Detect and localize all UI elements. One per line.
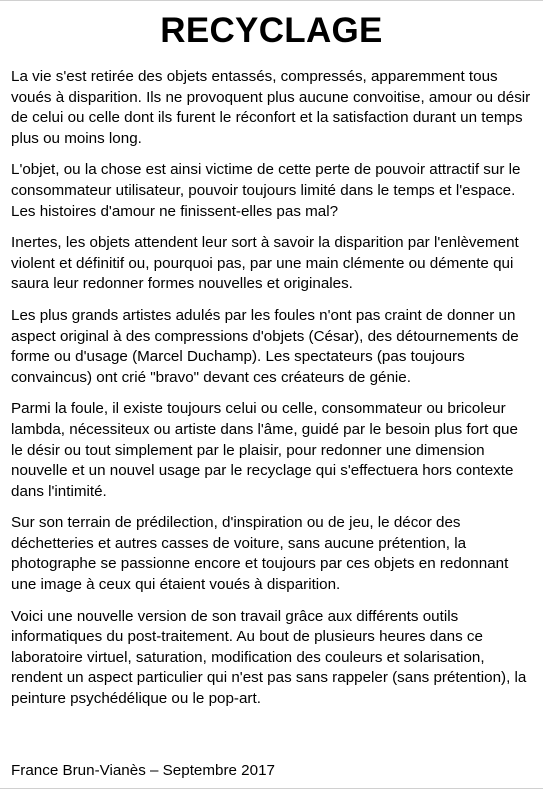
document-body (11, 67, 533, 721)
paragraph-3: Inertes, les objets attendent leur sort à savoir la disparition par l'enlèvement violent et définitif ou, pourquoi pas, par une main clémente ou démente qui saura leur redonner formes nouvelles et originales. (11, 234, 519, 293)
paragraph-2: L'objet, ou la chose est ainsi victime de cette perte de pouvoir attractif sur le consommateur utilisateur, pouvoir toujours limité dans le temps et l'espace. Les histoires d'amour ne finissent-elles pas mal? (11, 161, 521, 220)
paragraph-4: Les plus grands artistes adulés par les foules n'ont pas craint de donner un aspect original à des compressions d'objets (César), des détournements de forme ou d'usage (Marcel Duchamp). Les spectateurs (pas toujours convaincus) ont crié "bravo" devant ces créateurs de génie. (11, 306, 519, 386)
paragraph-6: Sur son terrain de prédilection, d'inspiration ou de jeu, le décor des déchetteries et autres casses de voiture, sans aucune prétention, la photographe se passionne encore et toujours par ces objets en redonnant une image à ceux qui étaient voués à disparition. (11, 514, 509, 594)
document-title: RECYCLAGE (160, 11, 383, 50)
paragraph-1: La vie s'est retirée des objets entassés, compressés, apparemment tous voués à disparition. Ils ne provoquent plus aucune convoitise, amour ou désir de celui ou celle dont ils furent le réconfort et la satisfaction durant un temps plus ou moins long. (11, 68, 531, 147)
paragraph-5: Parmi la foule, il existe toujours celui ou celle, consommateur ou bricoleur lambda, nécessiteux ou artiste dans l'âme, guidé par le besoin plus fort que le désir ou tout simplement par le plaisir, pour redonner une dimension nouvelle et un nouvel usage par le recyclage qui s'effectuera hors contexte dans l'intimité. (11, 400, 518, 500)
paragraph-7: Voici une nouvelle version de son travail grâce aux différents outils informatiques du post-traitement. Au bout de plusieurs heures dans ce laboratoire virtuel, saturation, modification des couleurs et solarisation, rendent un aspect particulier qui n'est pas sans rappeler (sans prétention), la peinture psychédélique ou le pop-art. (11, 607, 527, 708)
signature: France Brun-Vianès – Septembre 2017 (11, 762, 275, 779)
